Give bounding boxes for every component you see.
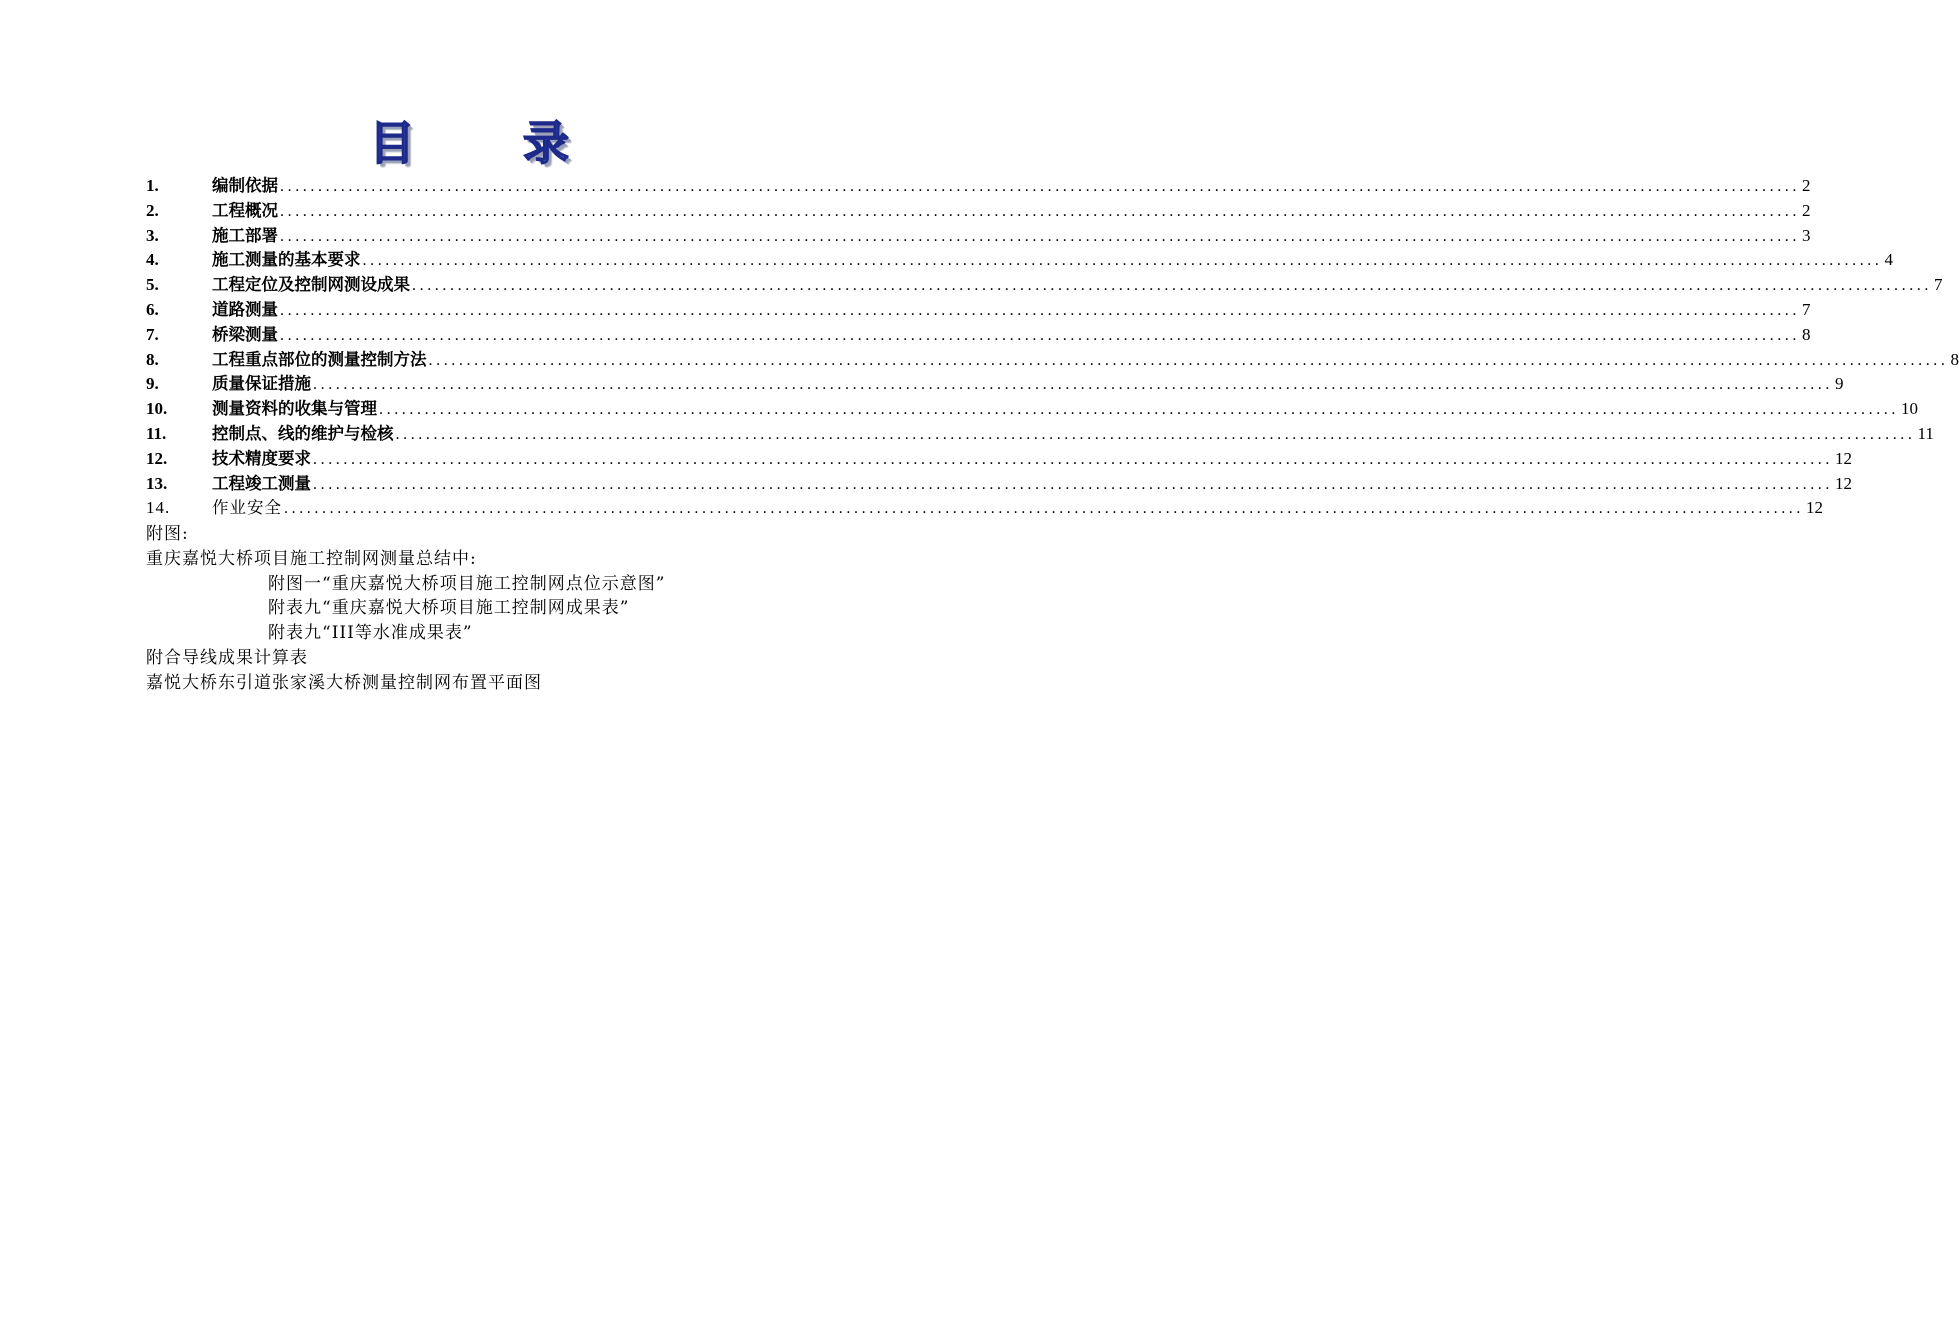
toc-entry-page: 9 [1835,374,1844,394]
toc-entry-page: 2 [1802,200,1811,220]
toc-leader-dots: ........................................................................................................................................................................................................ [313,450,1833,468]
toc-entry-title: 工程定位及控制网测设成果 [212,275,410,295]
toc-entry-title: 施工部署 [212,225,278,245]
toc-entry-title: 桥梁测量 [212,324,278,344]
toc-leader-dots: ........................................................................................................................................................................................................ [280,326,1800,344]
toc-leader-dots: ........................................................................................................................................................................................................ [280,178,1800,195]
appendix-item: 附表九“III等水准成果表” [268,623,473,644]
toc-entry-number: 9. [146,374,159,394]
toc-entry-title: 工程竣工测量 [212,473,311,493]
toc-entry-title: 工程重点部位的测量控制方法 [212,349,427,369]
toc-entry[interactable] [146,348,1959,373]
toc-entry-page: 11 [1917,423,1934,443]
toc-entry-page: 12 [1835,448,1852,468]
toc-leader-dots: ........................................................................................................................................................................................................ [313,475,1833,493]
toc-entry-page: 2 [1802,176,1811,195]
appendix-summary-title: 重庆嘉悦大桥项目施工控制网测量总结中: [146,548,477,569]
appendix-extra-2: 嘉悦大桥东引道张家溪大桥测量控制网布置平面图 [146,672,542,693]
toc-entry-number: 2. [146,200,159,220]
toc-title-char-2: 录 [523,116,569,170]
toc-entry[interactable] [146,273,1943,298]
toc-leader-dots: ........................................................................................................................................................................................................ [395,425,1916,443]
toc-entry-page: 12 [1835,473,1852,493]
toc-entry-page: 3 [1802,225,1811,245]
toc-leader-dots: ........................................................................................................................................................................................................ [280,202,1800,220]
appendix-item: 附表九“重庆嘉悦大桥项目施工控制网成果表” [268,598,630,619]
toc-entry-title: 控制点、线的维护与检核 [212,423,394,443]
toc-entry-title: 技术精度要求 [212,448,311,468]
toc-entry[interactable] [146,422,1934,447]
appendix-extra-1: 附合导线成果计算表 [146,647,308,668]
toc-entry[interactable] [146,323,1811,348]
toc-entry-number: 3. [146,225,159,245]
toc-entry[interactable] [146,224,1811,249]
toc-entry-page: 7 [1934,275,1943,295]
toc-leader-dots: ........................................................................................................................................................................................................ [280,227,1800,245]
toc-entry-number: 10. [146,399,168,419]
toc-entry[interactable] [146,397,1918,422]
toc-entry[interactable] [146,447,1852,472]
appendix-heading: 附图: [146,524,189,544]
toc-entry-number: 4. [146,250,159,270]
toc-entry-number: 13. [146,473,168,493]
toc-entry-number: 8. [146,349,159,369]
toc-entry-title: 道路测量 [212,299,278,319]
toc-entry[interactable] [146,199,1811,224]
toc-entry-number: 12. [146,448,168,468]
toc-leader-dots: ........................................................................................................................................................................................................ [379,401,1899,419]
toc-entry[interactable] [146,472,1852,497]
toc-leader-dots: ........................................................................................................................................................................................................ [428,351,1949,369]
toc-entry-page: 4 [1884,250,1893,270]
appendix-section [146,522,846,696]
toc-entry-title: 编制依据 [212,176,278,195]
toc-entry-number: 7. [146,324,159,344]
toc-entry[interactable] [146,298,1811,323]
toc-entry[interactable] [146,496,1823,521]
toc-entry-number: 1. [146,176,159,195]
toc-leader-dots: ........................................................................................................................................................................................................ [284,500,1804,518]
toc-entry[interactable] [146,174,1811,199]
toc-entry-number: 14. [146,498,171,518]
toc-entry-page: 12 [1806,498,1823,518]
toc-entry[interactable] [146,248,1893,273]
toc-entry-page: 8 [1950,349,1959,369]
toc-entry-title: 作业安全 [212,498,282,518]
toc-leader-dots: ........................................................................................................................................................................................................ [362,252,1883,270]
toc-title-char-1: 目 [369,116,415,170]
appendix-item: 附图一“重庆嘉悦大桥项目施工控制网点位示意图” [268,573,666,594]
toc-entry-title: 工程概况 [212,200,278,220]
toc-entry-title: 质量保证措施 [212,374,311,394]
toc-leader-dots: ........................................................................................................................................................................................................ [313,376,1833,394]
toc-entry-page: 10 [1901,399,1918,419]
toc-leader-dots: ........................................................................................................................................................................................................ [280,301,1800,319]
toc-entry-title: 测量资料的收集与管理 [212,399,377,419]
toc-entry-title: 施工测量的基本要求 [212,250,361,270]
toc-entry-page: 8 [1802,324,1811,344]
toc-entry-number: 6. [146,299,159,319]
toc-entry-number: 5. [146,275,159,295]
toc-entry-page: 7 [1802,299,1811,319]
toc-entry[interactable] [146,372,1844,397]
toc-entry-number: 11. [146,423,167,443]
toc-leader-dots: ........................................................................................................................................................................................................ [412,277,1932,295]
toc-title [0,118,950,174]
toc-list [146,174,1959,521]
